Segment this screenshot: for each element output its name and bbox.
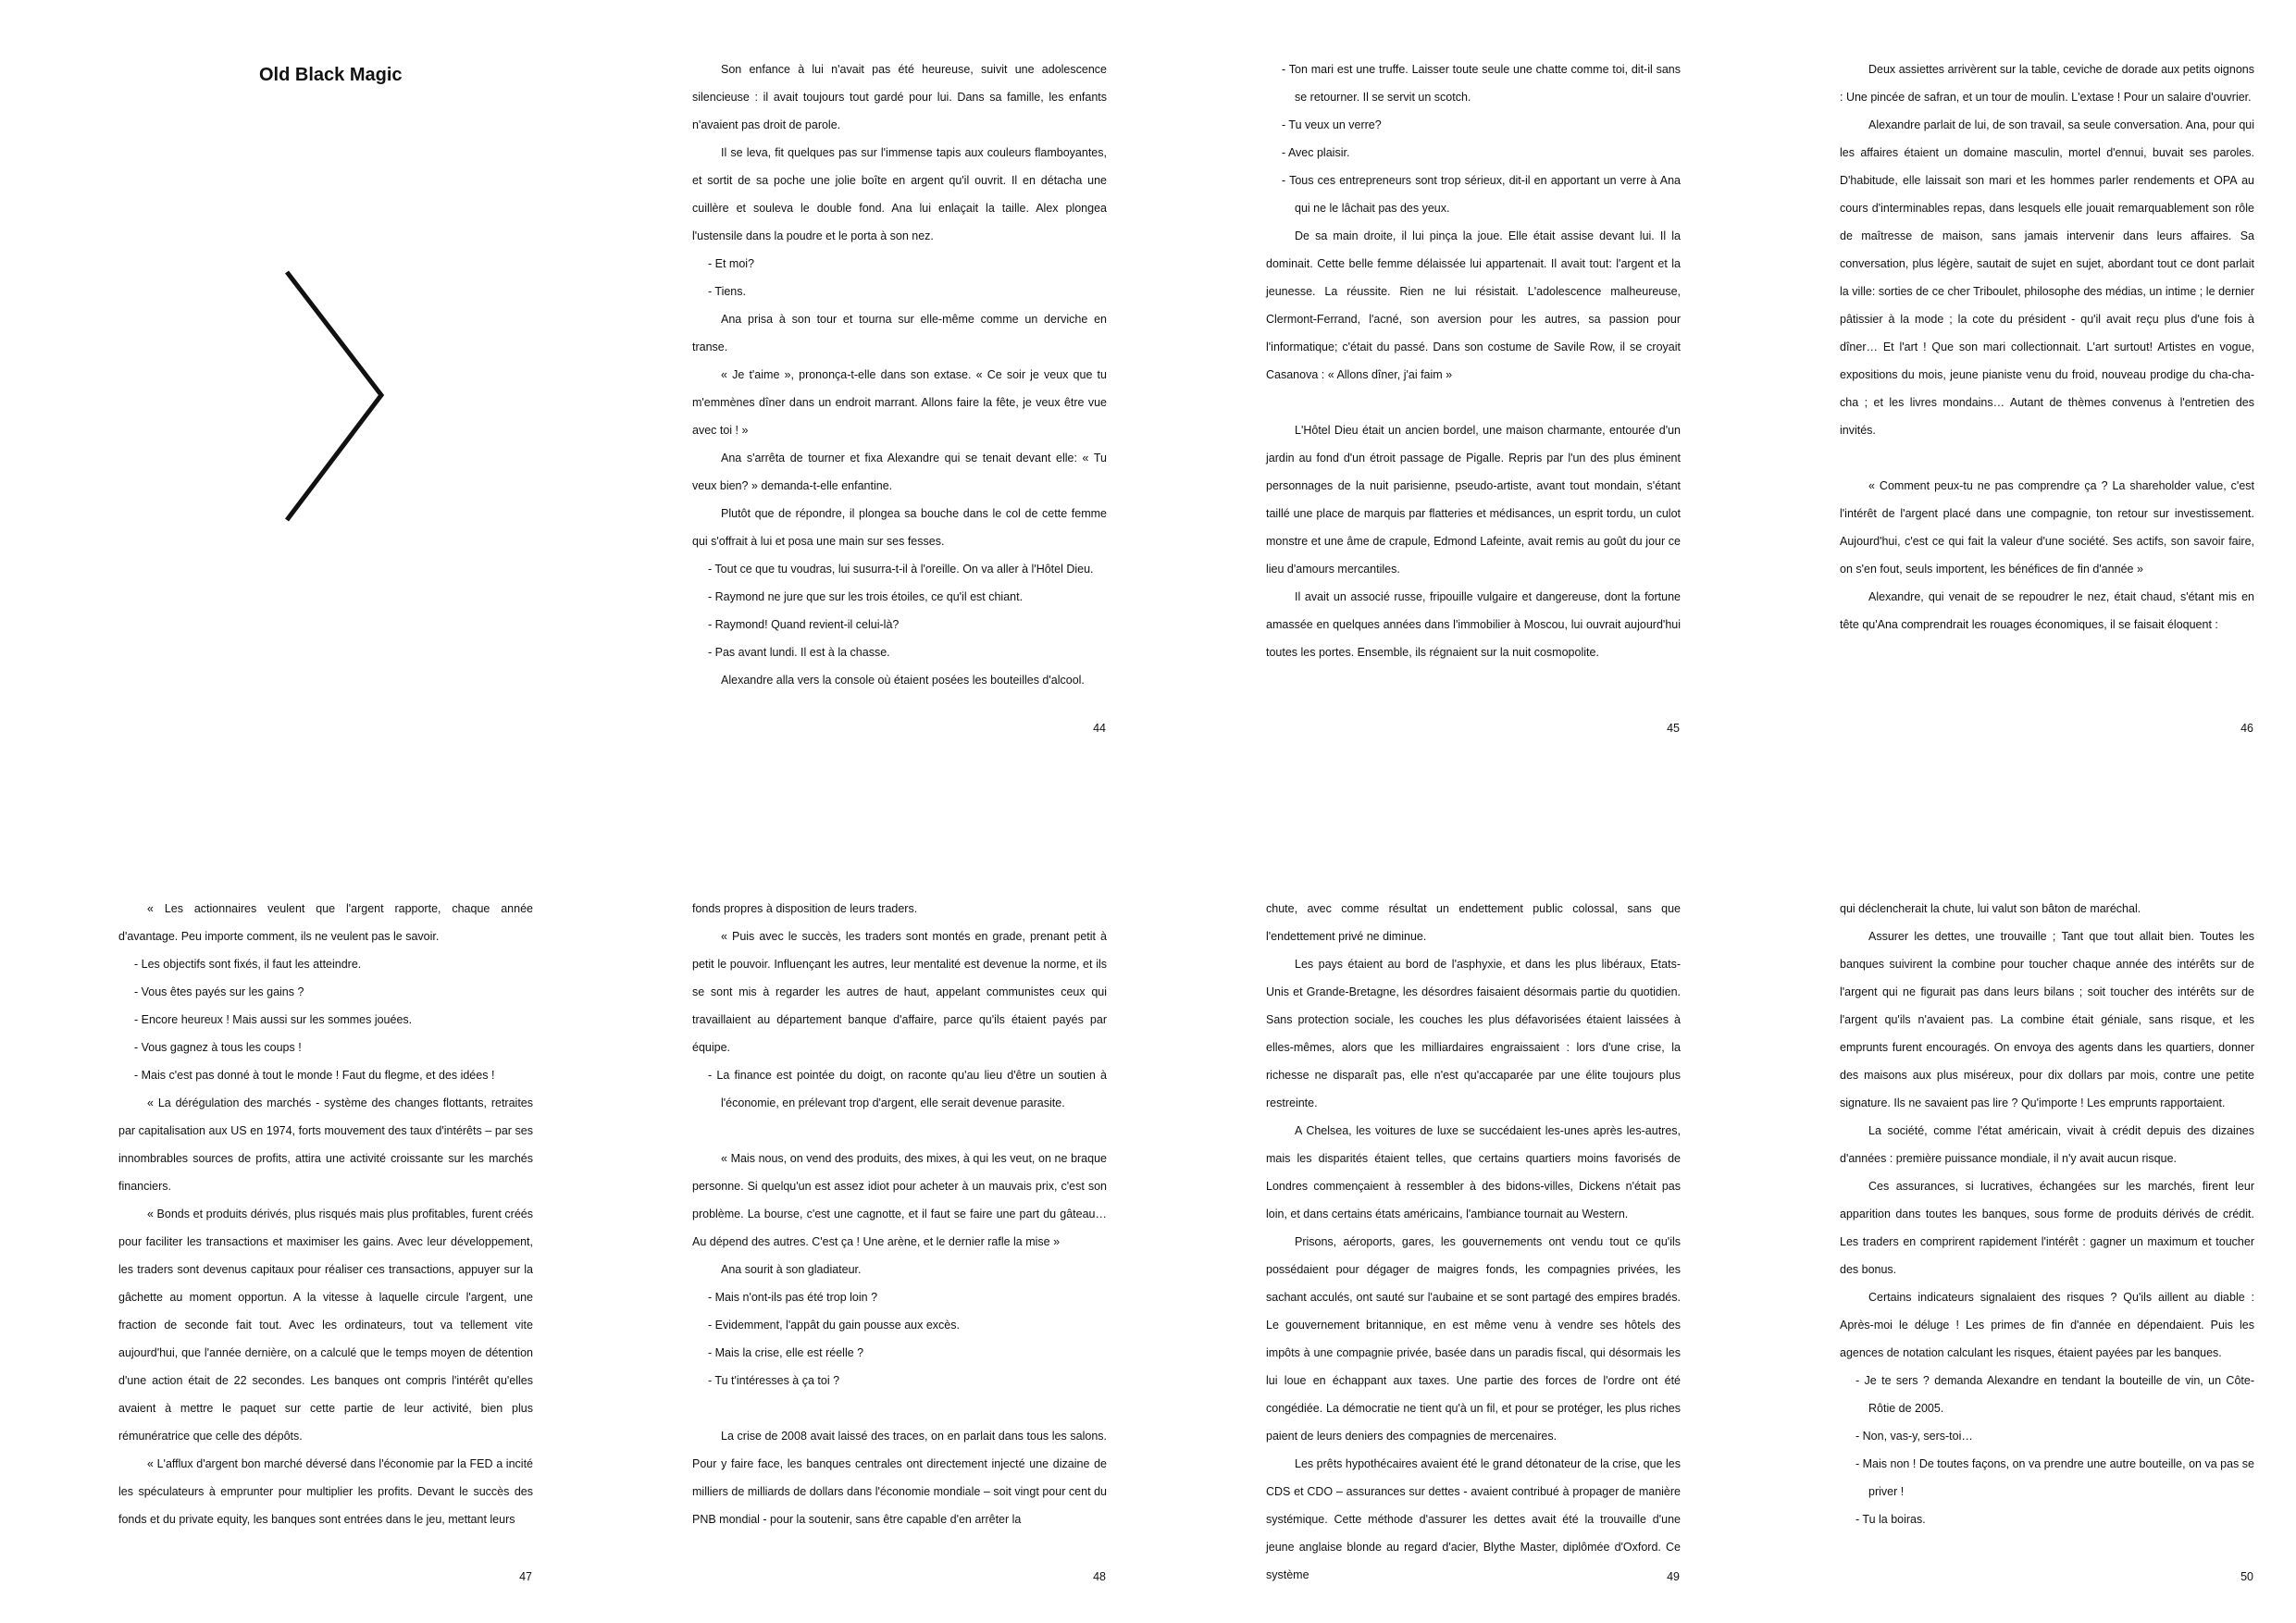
- paragraph: Ana sourit à son gladiateur.: [721, 1263, 862, 1276]
- page-46: [1721, 0, 2295, 812]
- paragraph: L'Hôtel Dieu était un ancien bordel, une maison charmante, entourée d'un jardin au fond d'un étroit passage de Pigalle. Repris par l'un des plus éminent personnages de la nuit parisienne, pseudo-artiste, avant tout mondain, s'étant taillé une place de marquis par flatteries et médisances, un esprit tordu, un culot monstre et une âme de crapule, Edmond Lafeinte, avait remis au goût du jour ce lieu d'amours mercantiles.: [1266, 424, 1681, 576]
- dialogue-line: - Non, vas-y, sers-toi…: [1855, 1430, 1973, 1443]
- page-44: [574, 0, 1148, 812]
- paragraph: Plutôt que de répondre, il plongea sa bouche dans le col de cette femme qui s'offrait à lui et posa une main sur ses fesses.: [692, 507, 1107, 548]
- dialogue-line: - Tu t'intéresses à ça toi ?: [708, 1374, 840, 1387]
- dialogue-line: - Les objectifs sont fixés, il faut les atteindre.: [134, 958, 362, 971]
- page-text: [1840, 895, 2254, 1533]
- paragraph: « Mais nous, on vend des produits, des mixes, à qui les veut, on ne braque personne. Si quelqu'un est assez idiot pour acheter à un mauvais prix, c'est son problème. La bourse, c'est une cagnotte, et il faut se faire une part du gâteau… Au dépend des autres. C'est ça ! Une arène, et le dernier rafle la mise »: [692, 1152, 1107, 1248]
- page-number: 45: [1667, 722, 1680, 735]
- section-break: [1840, 444, 2254, 472]
- paragraph: La crise de 2008 avait laissé des traces, on en parlait dans tous les salons. Pour y faire face, les banques centrales ont directement injecté une dizaine de milliers de milliards de dollars dans l'économie mondiale – soit vingt pour cent du PNB mondial - pour la soutenir, sans être capable d'en arrêter la: [692, 1430, 1107, 1526]
- paragraph: La société, comme l'état américain, vivait à crédit depuis des dizaines d'années : première puissance mondiale, il n'y avait aucun risque.: [1840, 1124, 2254, 1165]
- page-text: [692, 895, 1107, 1533]
- dialogue-line: - Tu veux un verre?: [1282, 118, 1382, 131]
- page-number: 48: [1093, 1570, 1106, 1583]
- paragraph: Les pays étaient au bord de l'asphyxie, et dans les plus libéraux, Etats-Unis et Grande-Bretagne, les désordres faisaient désormais partie du quotidien. Sans protection sociale, les couches les plus défavorisées étaient laissées à elles-mêmes, alors que les milliardaires engraissaient : lors d'une crise, la richesse ne disparaît pas, elle n'est qu'accaparée par une élite toujours plus restreinte.: [1266, 958, 1681, 1109]
- page-number: 44: [1093, 722, 1106, 735]
- paragraph: Alexandre, qui venait de se repoudrer le nez, était chaud, s'étant mis en tête qu'Ana comprendrait les rouages économiques, il se faisait éloquent :: [1840, 590, 2254, 631]
- paragraph: « La dérégulation des marchés - système des changes flottants, retraites par capitalisation aux US en 1974, forts mouvement des taux d'intérêts – par ses innombrables sources de profits, attira une activité croissante sur les marchés financiers.: [118, 1096, 533, 1193]
- dialogue-line: - Mais non ! De toutes façons, on va prendre une autre bouteille, on va pas se priver !: [1855, 1457, 2254, 1498]
- page-48: [574, 812, 1148, 1623]
- dialogue-line: - Raymond! Quand revient-il celui-là?: [708, 618, 900, 631]
- paragraph: Il se leva, fit quelques pas sur l'immense tapis aux couleurs flamboyantes, et sortit de sa poche une jolie boîte en argent qu'il ouvrit. Il en détacha une cuillère et souleva le double fond. Ana lui enlaçait la taille. Alex plongea l'ustensile dans la poudre et le porta à son nez.: [692, 146, 1107, 242]
- section-break: [692, 1117, 1107, 1145]
- dialogue-line: - Evidemment, l'appât du gain pousse aux excès.: [708, 1319, 960, 1332]
- paragraph: « L'afflux d'argent bon marché déversé dans l'économie par la FED a incité les spéculateurs à emprunter pour multiplier les profits. Devant le succès des fonds et du private equity, les banques sont entrées dans le jeu, mettant leurs: [118, 1457, 533, 1526]
- dialogue-line: - Pas avant lundi. Il est à la chasse.: [708, 646, 890, 659]
- dialogue-line: - Je te sers ? demanda Alexandre en tendant la bouteille de vin, un Côte-Rôtie de 2005.: [1855, 1374, 2254, 1415]
- dialogue-line: - Tout ce que tu voudras, lui susurra-t-il à l'oreille. On va aller à l'Hôtel Dieu.: [708, 563, 1094, 576]
- paragraph: Ana prisa à son tour et tourna sur elle-même comme un derviche en transe.: [692, 313, 1107, 353]
- page-text: [1840, 56, 2254, 638]
- dialogue-line: - Et moi?: [708, 257, 755, 270]
- page-50: [1721, 812, 2295, 1623]
- dialogue-line: - Ton mari est une truffe. Laisser toute seule une chatte comme toi, dit-il sans se retourner. Il se servit un scotch.: [1282, 63, 1681, 104]
- page-45: [1148, 0, 1721, 812]
- paragraph: Les prêts hypothécaires avaient été le grand détonateur de la crise, que les CDS et CDO – assurances sur dettes - avaient contribué à propager de manière systémique. Cette méthode d'assurer les dettes avait été la trouvaille d'une jeune anglaise blonde au regard d'acier, Blythe Master, diplômée d'Oxford. Ce système: [1266, 1457, 1681, 1581]
- paragraph: Alexandre alla vers la console où étaient posées les bouteilles d'alcool.: [721, 674, 1085, 687]
- section-break: [692, 1394, 1107, 1422]
- title-page: [0, 0, 574, 812]
- paragraph: Son enfance à lui n'avait pas été heureuse, suivit une adolescence silencieuse : il avait toujours tout gardé pour lui. Dans sa famille, les enfants n'avaient pas droit de parole.: [692, 63, 1107, 131]
- dialogue-line: - Vous êtes payés sur les gains ?: [134, 985, 304, 998]
- paragraph: « Bonds et produits dérivés, plus risqués mais plus profitables, furent créés pour faciliter les transactions et maximiser les gains. Avec leur développement, les traders sont devenus capitaux pour réaliser ces transactions, appuyer sur la gâchette au moment opportun. A la vitesse à laquelle circule l'argent, une fraction de seconde fait tout. Avec les ordinateurs, tout va tellement vite aujourd'hui, que l'année dernière, on a calculé que le temps moyen de détention d'une action était de 22 secondes. Les banques ont compris l'intérêt qu'elles avaient à mettre le paquet sur cette partie de leur activité, bien plus rémunératrice que celle des dépôts.: [118, 1208, 533, 1443]
- paragraph: Ces assurances, si lucratives, échangées sur les marchés, firent leur apparition dans toutes les banques, sous forme de produits dérivés de crédit. Les traders en comprirent rapidement l'intérêt : gagner un maximum et toucher des bonus.: [1840, 1180, 2254, 1276]
- page-number: 46: [2240, 722, 2253, 735]
- chevron-right-icon: [278, 268, 389, 537]
- page-47: [0, 812, 574, 1623]
- paragraph: A Chelsea, les voitures de luxe se succédaient les-unes après les-autres, mais les disparités étaient telles, que certains quartiers moins favorisés de Londres commençaient à ressembler à des bidons-villes, Dickens n'était pas loin, et dans certains états américains, l'ambiance tournait au Western.: [1266, 1124, 1681, 1220]
- paragraph: qui déclencherait la chute, lui valut son bâton de maréchal.: [1840, 902, 2141, 915]
- dialogue-line: - Mais n'ont-ils pas été trop loin ?: [708, 1291, 878, 1304]
- dialogue-line: - La finance est pointée du doigt, on raconte qu'au lieu d'être un soutien à l'économie, en prélevant trop d'argent, elle serait devenue parasite.: [708, 1069, 1107, 1109]
- dialogue-line: - Vous gagnez à tous les coups !: [134, 1041, 302, 1054]
- paragraph: Deux assiettes arrivèrent sur la table, ceviche de dorade aux petits oignons : Une pincée de safran, et un tour de moulin. L'extase ! Pour un salaire d'ouvrier.: [1840, 63, 2254, 104]
- paragraph: fonds propres à disposition de leurs traders.: [692, 902, 918, 915]
- page-number: 47: [519, 1570, 532, 1583]
- paragraph: Il avait un associé russe, fripouille vulgaire et dangereuse, dont la fortune amassée en quelques années dans l'immobilier à Moscou, lui ouvrait aujourd'hui toutes les portes. Ensemble, ils régnaient sur la nuit cosmopolite.: [1266, 590, 1681, 659]
- paragraph: « Comment peux-tu ne pas comprendre ça ? La shareholder value, c'est l'intérêt de l'argent placé dans une compagnie, ton retour sur investissement. Aujourd'hui, c'est ce qui fait la valeur d'une société. Ses actifs, son savoir faire, on s'en fout, seuls importent, les bénéfices de fin d'année »: [1840, 479, 2254, 576]
- dialogue-line: - Mais c'est pas donné à tout le monde ! Faut du flegme, et des idées !: [134, 1069, 495, 1082]
- paragraph: « Les actionnaires veulent que l'argent rapporte, chaque année d'avantage. Peu importe comment, ils ne veulent pas le savoir.: [118, 902, 533, 943]
- page-number: 50: [2240, 1570, 2253, 1583]
- page-text: [692, 56, 1107, 694]
- paragraph: Assurer les dettes, une trouvaille ; Tant que tout allait bien. Toutes les banques suivirent la combine pour toucher chaque année des intérêts sur de l'argent qui ne figurait pas dans leurs bilans ; soit toucher des intérêts sur de l'argent qu'ils n'avaient pas. La combine était géniale, sans risque, et les emprunts furent encouragés. On envoya des agents dans les quartiers, donner des maisons aux plus miséreux, pour dix dollars par mois, contre une petite signature. Ils ne savaient pas lire ? Qu'importe ! Les emprunts rapportaient.: [1840, 930, 2254, 1109]
- page-text: [1266, 895, 1681, 1589]
- dialogue-line: - Tous ces entrepreneurs sont trop sérieux, dit-il en apportant un verre à Ana qui ne le lâchait pas des yeux.: [1282, 174, 1681, 215]
- section-break: [1266, 389, 1681, 416]
- dialogue-line: - Encore heureux ! Mais aussi sur les sommes jouées.: [134, 1013, 413, 1026]
- paragraph: « Je t'aime », prononça-t-elle dans son extase. « Ce soir je veux que tu m'emmènes dîner dans un endroit marrant. Allons faire la fête, je veux être vue avec toi ! »: [692, 368, 1107, 437]
- page-number: 49: [1667, 1570, 1680, 1583]
- book-title: Old Black Magic: [259, 65, 403, 85]
- paragraph: Prisons, aéroports, gares, les gouvernements ont vendu tout ce qu'ils possédaient pour dégager de maigres fonds, les compagnies privées, les sachant acculés, ont sauté sur l'aubaine et se sont partagé des empires bradés. Le gouvernement britannique, en est même venu à vendre ses hôtels des impôts à une compagnie privée, basée dans un paradis fiscal, qui désormais les lui loue en échappant aux taxes. Une partie des forces de l'ordre ont été congédiée. La démocratie ne tient qu'à un fil, et pour se protéger, les plus riches paient de leurs deniers des compagnies de mercenaires.: [1266, 1235, 1681, 1443]
- paragraph: Certains indicateurs signalaient des risques ? Qu'ils aillent au diable : Après-moi le déluge ! Les primes de fin d'année en dépendaient. Puis les agences de notation calculant les risques, étaient payées par les banques.: [1840, 1291, 2254, 1359]
- dialogue-line: - Raymond ne jure que sur les trois étoiles, ce qu'il est chiant.: [708, 590, 1024, 603]
- page-49: [1148, 812, 1721, 1623]
- dialogue-line: - Tu la boiras.: [1855, 1513, 1926, 1526]
- paragraph: Alexandre parlait de lui, de son travail, sa seule conversation. Ana, pour qui les affaires étaient un domaine masculin, mortel d'ennui, buvait ses paroles. D'habitude, elle laissait son mari et les hommes parler rendements et OPA au cours d'interminables repas, dans lesquels elle jouait remarquablement son rôle de maîtresse de maison, sans jamais intervenir dans leurs affaires. Sa conversation, plus légère, sautait de sujet en sujet, abordant tout ce dont parlait la ville: sorties de ce cher Triboulet, philosophe des médias, un intime ; le dernier pâtissier à la mode ; la cote du président - qu'il avait reçu plus d'une fois à dîner… Et l'art ! Que son mari collectionnait. L'art surtout! Artistes en vogue, expositions du mois, jeune pianiste venu du froid, nouveau prodige du cha-cha-cha ; et les livres mondains… Autant de thèmes convenus à l'entretien des invités.: [1840, 118, 2254, 437]
- dialogue-line: - Tiens.: [708, 285, 746, 298]
- dialogue-line: - Mais la crise, elle est réelle ?: [708, 1346, 864, 1359]
- dialogue-line: - Avec plaisir.: [1282, 146, 1350, 159]
- paragraph: « Puis avec le succès, les traders sont montés en grade, prenant petit à petit le pouvoir. Influençant les autres, leur mentalité est devenue la norme, et ils se sont mis à regarder les autres de haut, appelant communistes ceux qui travaillaient au département banque d'affaire, parce qu'ils étaient payés par équipe.: [692, 930, 1107, 1054]
- page-text: [1266, 56, 1681, 666]
- paragraph: Ana s'arrêta de tourner et fixa Alexandre qui se tenait devant elle: « Tu veux bien? » demanda-t-elle enfantine.: [692, 452, 1107, 492]
- paragraph: chute, avec comme résultat un endettement public colossal, sans que l'endettement privé ne diminue.: [1266, 902, 1681, 943]
- paragraph: De sa main droite, il lui pinça la joue. Elle était assise devant lui. Il la dominait. Cette belle femme délaissée lui appartenait. Il avait tout: l'argent et la jeunesse. La réussite. Rien ne lui résistait. L'adolescence malheureuse, Clermont-Ferrand, l'acné, son aversion pour les autres, sa passion pour l'informatique; c'était du passé. Dans son costume de Savile Row, il se croyait Casanova : « Allons dîner, j'ai faim »: [1266, 229, 1681, 381]
- page-text: [118, 895, 533, 1533]
